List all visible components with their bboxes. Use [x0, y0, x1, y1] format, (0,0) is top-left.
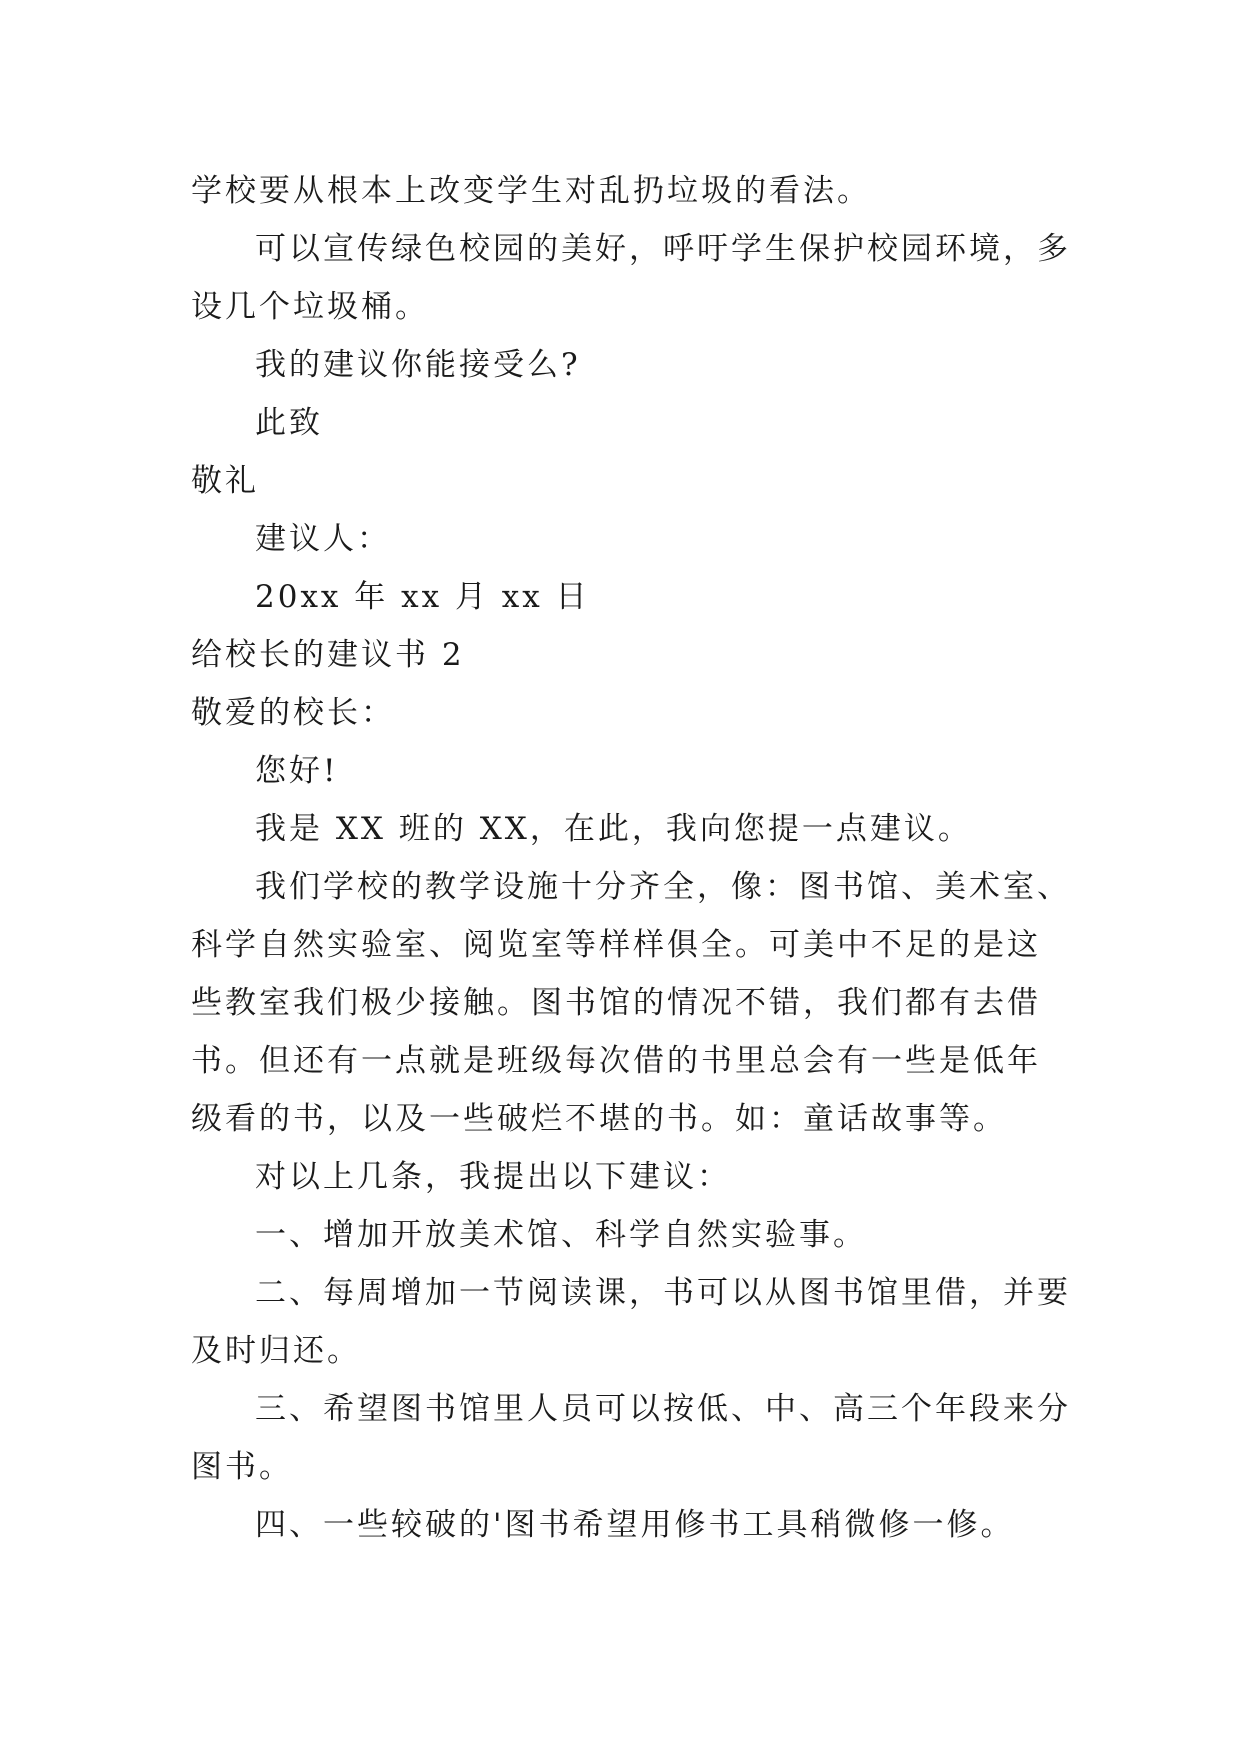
paragraph-2: 可以宣传绿色校园的美好，呼吁学生保护校园环境，多设几个垃圾桶。 — [191, 231, 1071, 325]
suggestion-1: 一、增加开放美术馆、科学自然实验事。 — [255, 1217, 867, 1253]
closing-salutation-2: 敬礼 — [191, 463, 259, 499]
body-paragraph-facilities: 我们学校的教学设施十分齐全，像：图书馆、美术室、科学自然实验室、阅览室等样样俱全。可美中不足的是这些教室我们极少接触。图书馆的情况不错，我们都有去借书。但还有一点就是班级每次借的书里总会有一些是低年级看的书，以及一些破烂不堪的书。如：童话故事等。 — [191, 869, 1071, 1137]
date-line: 20xx 年 xx 月 xx 日 — [255, 579, 590, 615]
suggestion-2: 二、每周增加一节阅读课，书可以从图书馆里借，并要及时归还。 — [191, 1275, 1071, 1369]
paragraph-1: 学校要从根本上改变学生对乱扔垃圾的看法。 — [191, 173, 871, 209]
intro-paragraph: 我是 XX 班的 XX，在此，我向您提一点建议。 — [255, 811, 972, 847]
signature-label: 建议人： — [255, 521, 391, 557]
closing-salutation-1: 此致 — [255, 405, 323, 441]
greeting-recipient: 敬爱的校长： — [191, 695, 395, 731]
section-title: 给校长的建议书 2 — [191, 637, 465, 673]
paragraph-3: 我的建议你能接受么? — [255, 347, 581, 383]
suggestions-intro: 对以上几条，我提出以下建议： — [255, 1159, 731, 1195]
suggestion-3: 三、希望图书馆里人员可以按低、中、高三个年段来分图书。 — [191, 1391, 1071, 1485]
suggestion-4: 四、一些较破的'图书希望用修书工具稍微修一修。 — [255, 1507, 1015, 1543]
document-body — [191, 162, 1071, 1554]
greeting-line: 您好! — [255, 753, 339, 789]
